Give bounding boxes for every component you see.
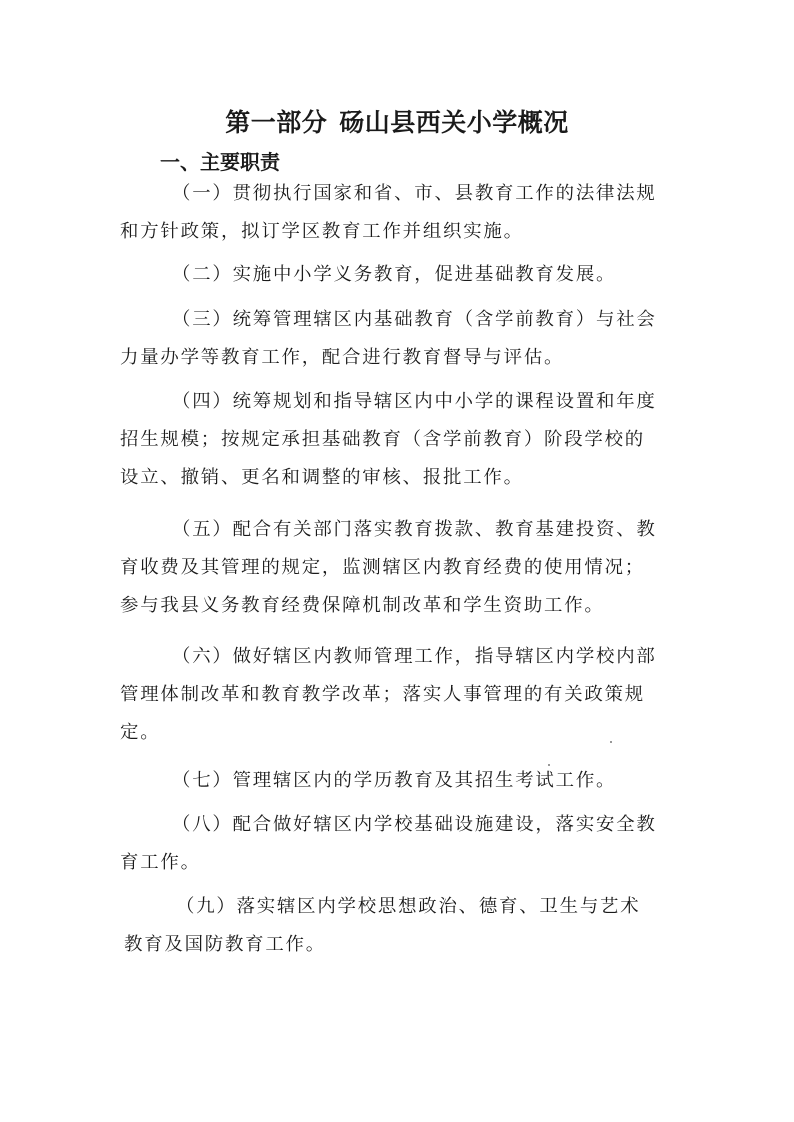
scan-speck [610, 741, 612, 743]
paragraph-line: 教育及国防教育工作。 [124, 934, 326, 955]
paragraph-line: 设立、撤销、更名和调整的审核、报批工作。 [120, 467, 524, 488]
paragraph-line: （二）实施中小学义务教育，促进基础教育发展。 [172, 264, 617, 285]
paragraph-line: 育收费及其管理的规定，监测辖区内教育经费的使用情况； [120, 557, 645, 578]
paragraph-line: （九）落实辖区内学校思想政治、德育、卫生与艺术 [176, 896, 641, 917]
scan-speck [548, 764, 550, 766]
paragraph-line: 育工作。 [120, 852, 201, 873]
paragraph-line: 和方针政策，拟订学区教育工作并组织实施。 [120, 221, 524, 242]
paragraph-line: （五）配合有关部门落实教育拨款、教育基建投资、教 [172, 519, 657, 540]
paragraph-line: 定。 [120, 722, 161, 743]
paragraph-line: （八）配合做好辖区内学校基础设施建设，落实安全教 [172, 814, 657, 835]
paragraph-line: （六）做好辖区内教师管理工作，指导辖区内学校内部 [172, 646, 657, 667]
paragraph-line: 参与我县义务教育经费保障机制改革和学生资助工作。 [120, 595, 605, 616]
paragraph-line: （四）统筹规划和指导辖区内中小学的课程设置和年度 [172, 391, 657, 412]
paragraph-duty-4 [120, 383, 680, 497]
paragraph-line: （一）贯彻执行国家和省、市、县教育工作的法律法规 [172, 183, 657, 204]
paragraph-duty-7 [120, 762, 680, 800]
section-heading: 一、主要职责 [160, 150, 280, 174]
paragraph-line: （三）统筹管理辖区内基础教育（含学前教育）与社会 [172, 309, 657, 330]
paragraph-line: 招生规模；按规定承担基础教育（含学前教育）阶段学校的 [120, 429, 645, 450]
paragraph-line: （七）管理辖区内的学历教育及其招生考试工作。 [172, 770, 617, 791]
paragraph-line: 力量办学等教育工作，配合进行教育督导与评估。 [120, 347, 565, 368]
paragraph-duty-5 [120, 511, 680, 625]
paragraph-duty-3 [120, 301, 680, 377]
title-main: 砀山县西关小学概况 [339, 108, 569, 137]
paragraph-duty-6 [120, 638, 680, 752]
page-title [0, 106, 794, 140]
title-part: 第一部分 [225, 108, 328, 137]
paragraph-duty-9 [124, 888, 684, 964]
paragraph-duty-2 [120, 256, 680, 294]
paragraph-line: 管理体制改革和教育教学改革；落实人事管理的有关政策规 [120, 684, 645, 705]
paragraph-duty-8 [120, 806, 680, 882]
paragraph-duty-1 [120, 175, 680, 251]
